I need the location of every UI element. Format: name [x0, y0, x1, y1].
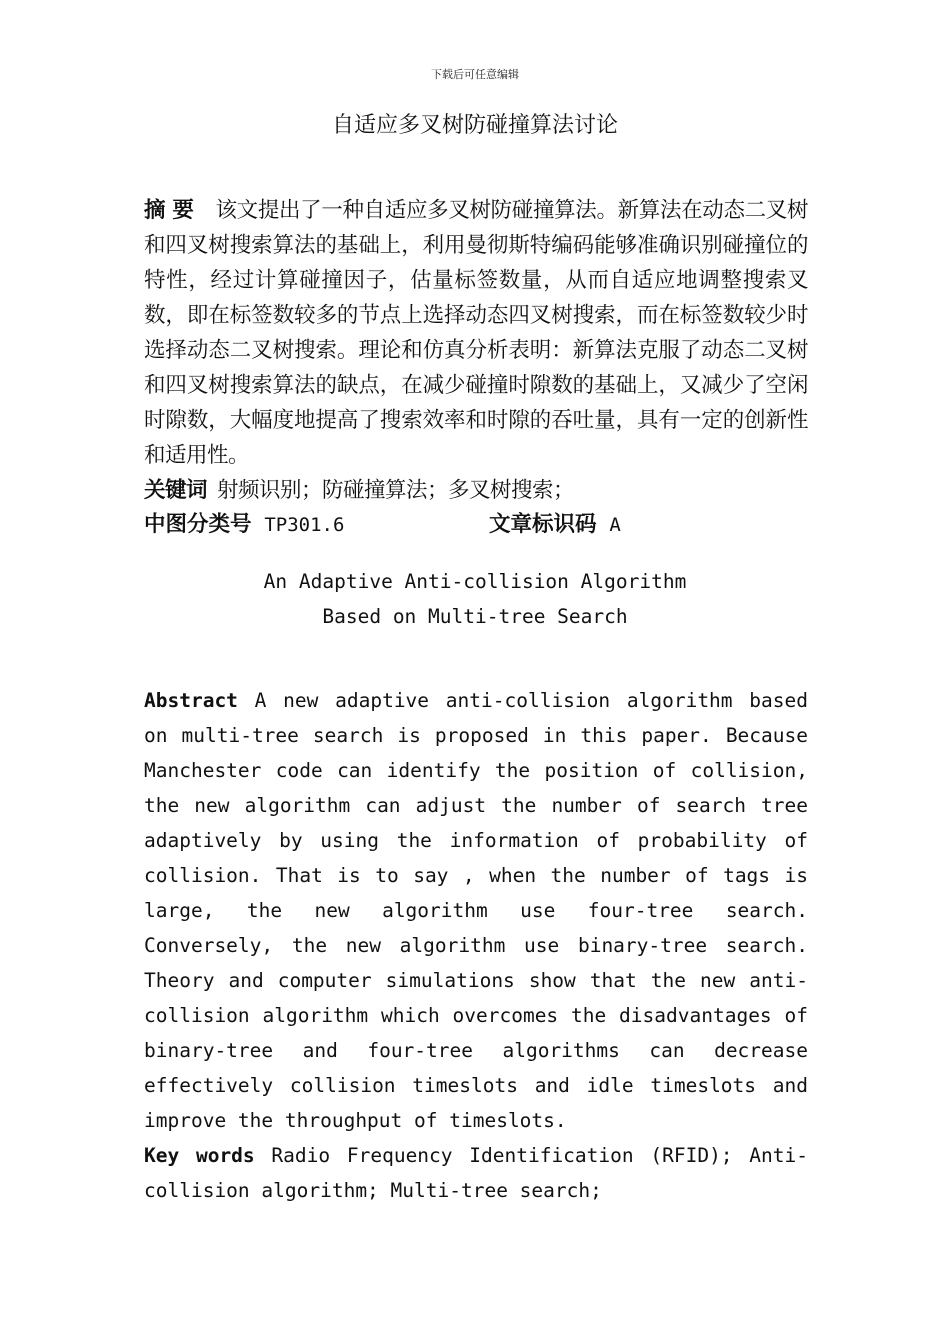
page-header-note: 下载后可任意编辑: [431, 68, 519, 81]
classification-value: TP301.6: [264, 514, 345, 536]
chinese-keywords: [144, 473, 808, 508]
english-abstract: [144, 683, 808, 1138]
document-code: [489, 507, 621, 543]
english-abstract-label: Abstract: [144, 689, 238, 712]
english-abstract-text: A new adaptive anti-collision algorithm based on multi-tree search is proposed in this paper. Because Manchester code can identify the position of collision, the new algorithm can adjust the number of search tree adaptively by using the information of probability of collision. That is to say , when the number of tags is large, the new algorithm use four-tree search. Conversely, the new algorithm use binary-tree search. Theory and computer simulations show that the new anti-collision algorithm which overcomes the disadvantages of binary-tree and four-tree algorithms can decrease effectively collision timeslots and idle timeslots and improve the throughput of timeslots.: [144, 689, 808, 1132]
chinese-abstract-text: 该文提出了一种自适应多叉树防碰撞算法。新算法在动态二叉树和四叉树搜索算法的基础上，利用曼彻斯特编码能够准确识别碰撞位的特性，经过计算碰撞因子，估量标签数量，从而自适应地调整搜索叉数，即在标签数较多的节点上选择动态四叉树搜索，而在标签数较少时选择动态二叉树搜索。理论和仿真分析表明：新算法克服了动态二叉树和四叉树搜索算法的缺点，在减少碰撞时隙数的基础上，又减少了空闲时隙数，大幅度地提高了搜索效率和时隙的吞吐量，具有一定的创新性和适用性。: [144, 198, 808, 468]
chinese-keywords-label: 关键词: [144, 478, 208, 503]
chinese-title: 自适应多叉树防碰撞算法讨论: [331, 113, 618, 138]
english-title-line-2: Based on Multi-tree Search: [322, 605, 628, 628]
document-code-label: 文章标识码: [489, 512, 597, 537]
chinese-abstract-label: 摘 要: [144, 198, 194, 223]
english-keywords-text: Radio Frequency Identification (RFID); Anti-collision algorithm; Multi-tree search;: [144, 1144, 808, 1202]
english-title-line-1: An Adaptive Anti-collision Algorithm: [263, 570, 687, 593]
chinese-abstract: [144, 193, 808, 473]
english-keywords: [144, 1138, 808, 1208]
english-title: [0, 564, 950, 634]
document-code-value: A: [609, 514, 621, 536]
english-keywords-label: Key words: [144, 1144, 255, 1167]
classification-label: 中图分类号: [144, 512, 252, 537]
classification-line: [144, 507, 808, 542]
chinese-keywords-text: 射频识别；防碰撞算法；多叉树搜索；: [217, 478, 575, 503]
